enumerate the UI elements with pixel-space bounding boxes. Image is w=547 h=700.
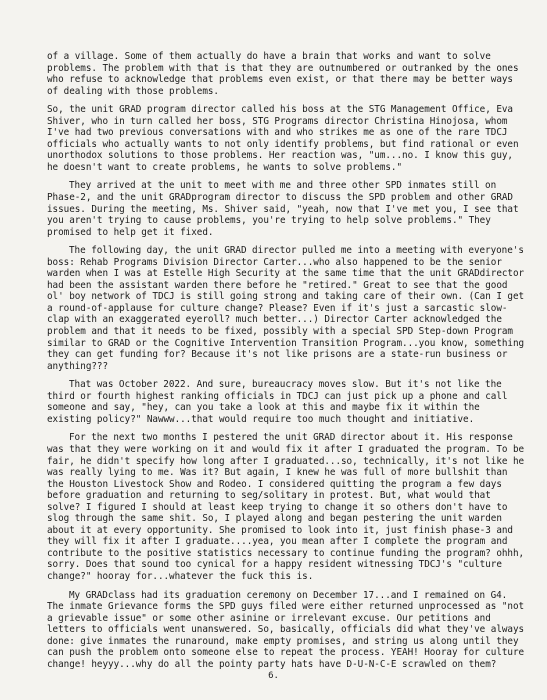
paragraph-two-months: For the next two months I pestered the unit GRAD director about it. His response was that they were working on it and would fix it after I graduated the program. To be fair, he didn't specify how long after I graduated...so, technically, it's not like he was really lying to me. Was it? But again, I knew he was full of more bullshit than the Houston Livestock Show and Rodeo. I considered quitting the program a few days before graduation and returning to seg/solitary in protest. But, what would that solve? I figured I should at least keep trying to change it so others don't have to slog through the same shit. So, I played along and began pestering the unit warden about it at every opportunity. She promised to look into it, just finish phase-3 and they will fix it after I graduate....yea, you mean after I complete the program and contribute to the positive statistics necessary to continue funding the program? ohhh, sorry. Does that sound too cynical for a happy resident witnessing TDCJ's "culture change?" hooray for...whatever the fuck this is. (47, 432, 525, 582)
paragraph-graduation: My GRADclass had its graduation ceremony on December 17...and I remained on G4. The inmate Grievance forms the SPD guys filed were either returned unprocessed as "not a grievable issue" or some other asinine or irrelevant excuse. Our petitions and letters to officials went unanswered. So, basically, officials did what they've always done: give inmates the runaround, make empty promises, and string us along until they can push the problem onto someone else to repeat the process. YEAH! Hooray for culture change! heyyy...why do all the pointy party hats have D-U-N-C-E scrawled on them? (47, 589, 525, 670)
paragraph-meeting: They arrived at the unit to meet with me and three other SPD inmates still on Phase-2, and the unit GRADprogram director to discuss the SPD problem and other GRAD issues. During the meeting, Ms. Shiver said, "yeah, now that I've met you, I see that you aren't trying to cause problems, you're trying to help solve problems." They promised to help get it fixed. (47, 180, 519, 238)
page-number: 6. (268, 671, 279, 681)
paragraph-october-2022: That was October 2022. And sure, bureaucracy moves slow. But it's not like the third or fourth highest ranking officials in TDCJ can just pick up a phone and call someone and say, "hey, can you take a look at this and maybe fix it within the existing policy?" Nawww...that would require too much thought and initiative. (47, 379, 508, 425)
paragraph-director-carter: The following day, the unit GRAD director pulled me into a meeting with everyone's boss: Rehab Programs Division Director Carter...who also happened to be the senior warden when I was at Estelle High Security at the same time that the unit GRADdirector had been the assistant warden there before he "retired." Great to see that the good ol' boy network of TDCJ is still going strong and taking care of their own. (Can I get a round-of-applause for culture change? Please? Even if it's just a sarcastic slow-clap with an exaggerated eyeroll? much better...) Director Carter acknowledged the problem and that it needs to be fixed, possibly with a special SPD Step-down Program similar to GRAD or the Cognitive Intervention Transition Program...you know, something they can get funding for? Because it's not like prisons are a state-run business or anything??? (47, 245, 525, 372)
paragraph-continuation: of a village. Some of them actually do have a brain that works and want to solve problems. The problem with that is that they are outnumbered or outranked by the ones who refuse to acknowledge that problems even exist, or that there may be better ways of dealing with those problems. (47, 51, 519, 97)
paragraph-grad-director-call: So, the unit GRAD program director called his boss at the STG Management Office, Eva Shiver, who in turn called her boss, STG Programs director Christina Hinojosa, whom I've had two previous conversations with and who strikes me as one of the rare TDCJ officials who actually wants to not only identify problems, but find rational or even unorthodox solutions to those problems. Her reaction was, "um...no. I know this guy, he doesn't want to create problems, he wants to solve problems." (47, 104, 519, 173)
body-text (47, 51, 525, 677)
